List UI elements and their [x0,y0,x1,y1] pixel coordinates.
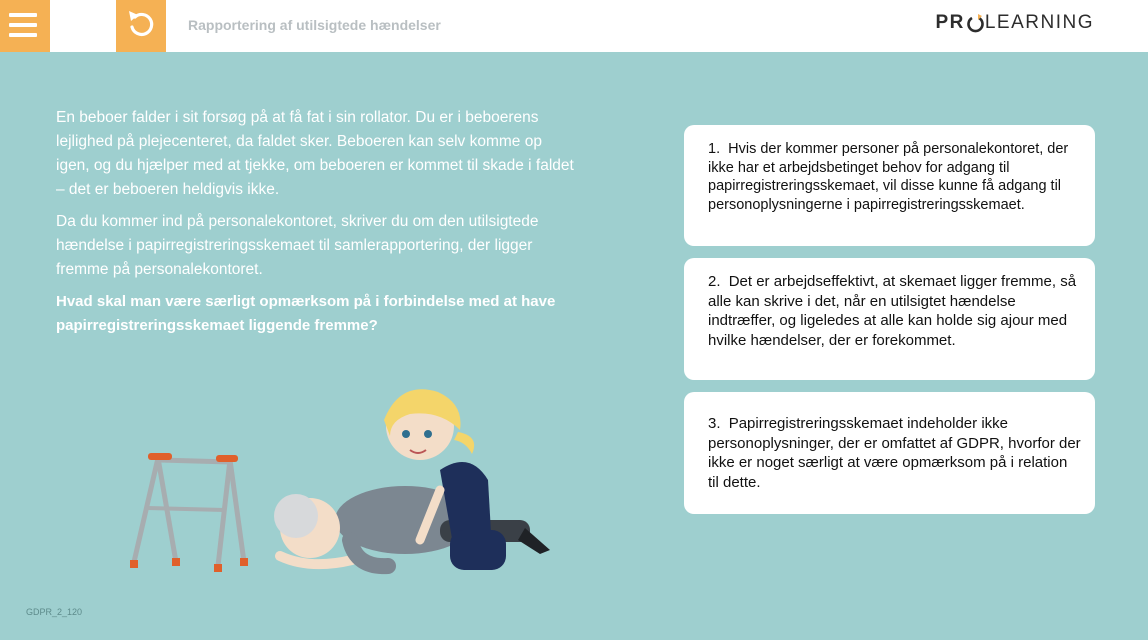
scenario-question: Hvad skal man være særligt opmærksom på i forbindelse med at have papirregistreringsskemaet liggende fremme? [56,293,556,334]
logo-o-icon [966,13,984,33]
restart-icon [116,0,166,52]
scenario-paragraph-1: En beboer falder i sit forsøg på at få fat i sin rollator. Du er i beboerens lejlighed på plejecenteret, da faldet sker. Beboeren kan selv komme op igen, og du hjælper med at tjekke, om beboeren er kommet til skade i faldet – det er beboeren heldigvis ikke. [56,109,574,198]
top-bar [0,0,1148,52]
option-text: Hvis der kommer personer på personalekontoret, der ikke har et arbejdsbetinget behov for adgang til papirregistreringsskemaet, vil disse kunne få adgang til personoplysningerne i papirregistreringsskemaet. [708,141,1069,213]
slide-code: GDPR_2_120 [26,607,83,617]
fall-illustration [120,380,560,590]
logo-text-left: PR [935,12,965,33]
option-number: 3. [708,415,721,432]
option-number: 2. [708,273,721,290]
answer-option-3[interactable] [684,392,1095,514]
answer-options [684,125,1095,526]
option-number: 1. [708,141,721,157]
restart-button[interactable] [116,0,166,52]
menu-button[interactable] [0,0,50,52]
answer-option-1[interactable] [684,125,1095,246]
scenario-text [56,106,576,346]
page-title: Rapportering af utilsigtede hændelser [188,17,441,33]
option-text: Papirregistreringsskemaet indeholder ikke personoplysninger, der er omfattet af GDPR, hvorfor der ikke er noget særligt at være opmærksom på i relation til dette. [708,415,1081,491]
option-text: Det er arbejdseffektivt, at skemaet ligger fremme, så alle kan skrive i det, når en utilsigtet hændelse indtræffer, og ligeledes at alle kan holde sig ajour med hvilke hændelser, der er forekommet. [708,273,1077,349]
fallen-resident-image [274,486,550,566]
hamburger-menu-icon [0,0,50,52]
scenario-paragraph-2: Da du kommer ind på personalekontoret, skriver du om den utilsigtede hændelse i papirregistreringsskemaet til samlerapportering, der ligger fremme på personalekontoret. [56,213,539,278]
answer-option-2[interactable] [684,258,1095,380]
walker-image [130,453,248,572]
logo-text-right: LEARNING [984,12,1094,33]
prolearning-logo [935,12,1094,34]
